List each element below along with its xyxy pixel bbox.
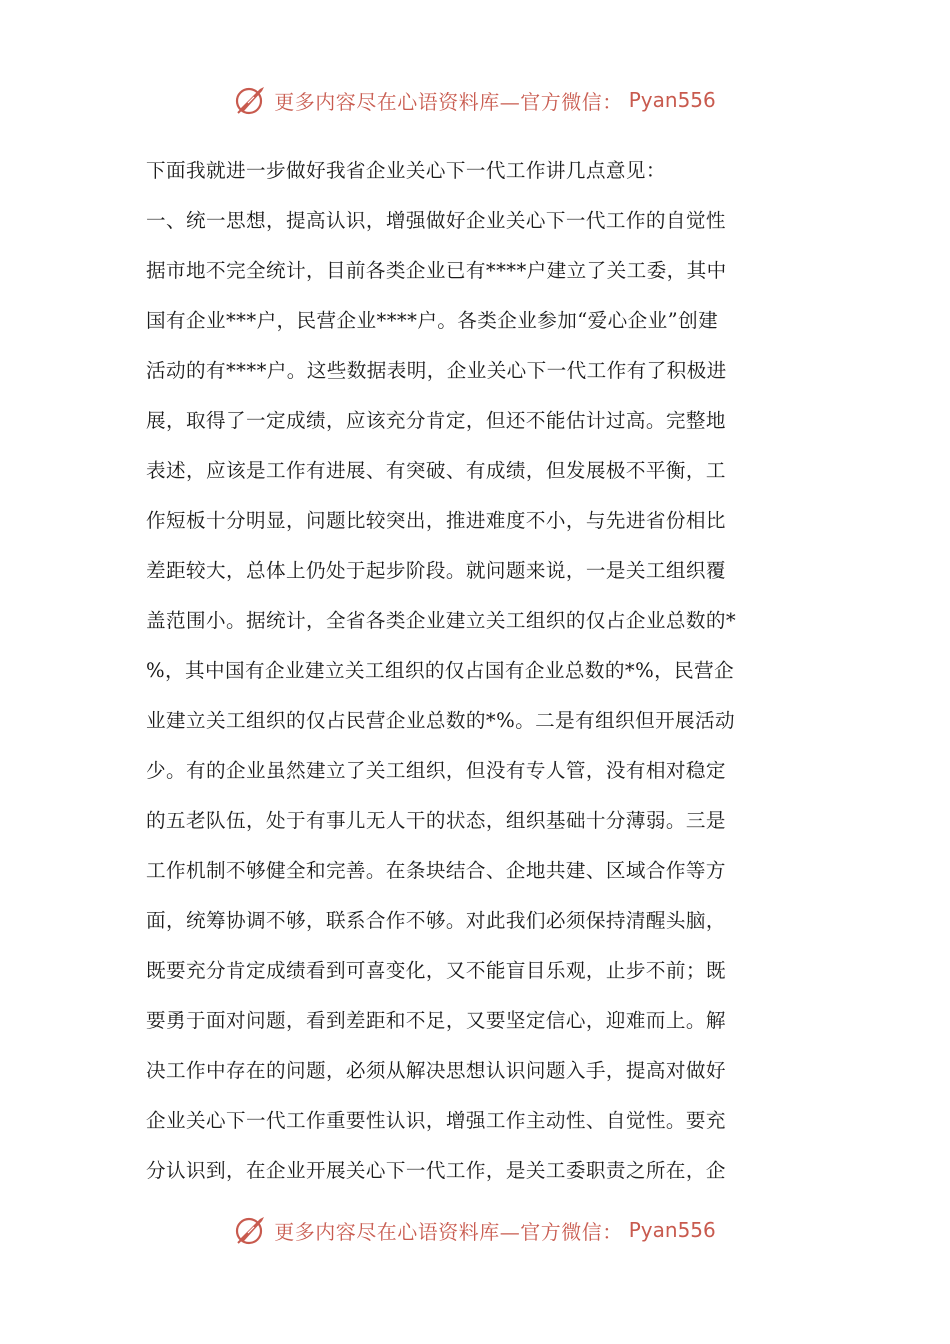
text-line: 既要充分肯定成绩看到可喜变化，又不能盲目乐观，止步不前；既 [146,959,726,982]
footer-banner [0,1210,950,1250]
text-line: 要勇于面对问题，看到差距和不足，又要坚定信心，迎难而上。解 [146,1009,726,1032]
text-line: 作短板十分明显，问题比较突出，推进难度不小，与先进省份相比 [146,509,726,532]
quill-pen-logo-icon [234,1213,268,1247]
text-line: 分认识到，在企业开展关心下一代工作，是关工委职责之所在，企 [146,1159,726,1182]
text-line: 国有企业***户，民营企业****户。各类企业参加“爱心企业”创建 [146,309,719,332]
text-line: %，其中国有企业建立关工组织的仅占国有企业总数的*%，民营企 [146,659,735,682]
quill-pen-logo-icon [234,83,268,117]
text-line: 下面我就进一步做好我省企业关心下一代工作讲几点意见： [146,159,666,182]
text-line: 展，取得了一定成绩，应该充分肯定，但还不能估计过高。完整地 [146,409,726,432]
text-line: 决工作中存在的问题，必须从解决思想认识问题入手，提高对做好 [146,1059,726,1082]
footer-slogan: 更多内容尽在心语资料库—官方微信： [274,1219,623,1244]
header-banner [0,80,950,120]
text-line: 面，统筹协调不够，联系合作不够。对此我们必须保持清醒头脑， [146,909,726,932]
header-wechat-handle: Pyan556 [628,88,716,112]
text-line: 差距较大，总体上仍处于起步阶段。就问题来说，一是关工组织覆 [146,559,726,582]
header-slogan: 更多内容尽在心语资料库—官方微信： [274,89,623,114]
text-line: 业建立关工组织的仅占民营企业总数的*%。二是有组织但开展活动 [146,709,736,732]
document-body [146,146,806,1196]
footer-wechat-handle: Pyan556 [628,1218,716,1242]
text-line: 少。有的企业虽然建立了关工组织，但没有专人管，没有相对稳定 [146,759,726,782]
text-line: 的五老队伍，处于有事儿无人干的状态，组织基础十分薄弱。三是 [146,809,726,832]
text-line: 据市地不完全统计，目前各类企业已有****户建立了关工委，其中 [146,259,727,282]
text-line: 企业关心下一代工作重要性认识，增强工作主动性、自觉性。要充 [146,1109,726,1132]
section-heading: 一、统一思想，提高认识，增强做好企业关心下一代工作的自觉性 [146,209,726,232]
text-line: 工作机制不够健全和完善。在条块结合、企地共建、区域合作等方 [146,859,726,882]
text-line: 活动的有****户。这些数据表明，企业关心下一代工作有了积极进 [146,359,727,382]
text-line: 盖范围小。据统计，全省各类企业建立关工组织的仅占企业总数的* [146,609,737,632]
text-line: 表述，应该是工作有进展、有突破、有成绩，但发展极不平衡，工 [146,459,726,482]
